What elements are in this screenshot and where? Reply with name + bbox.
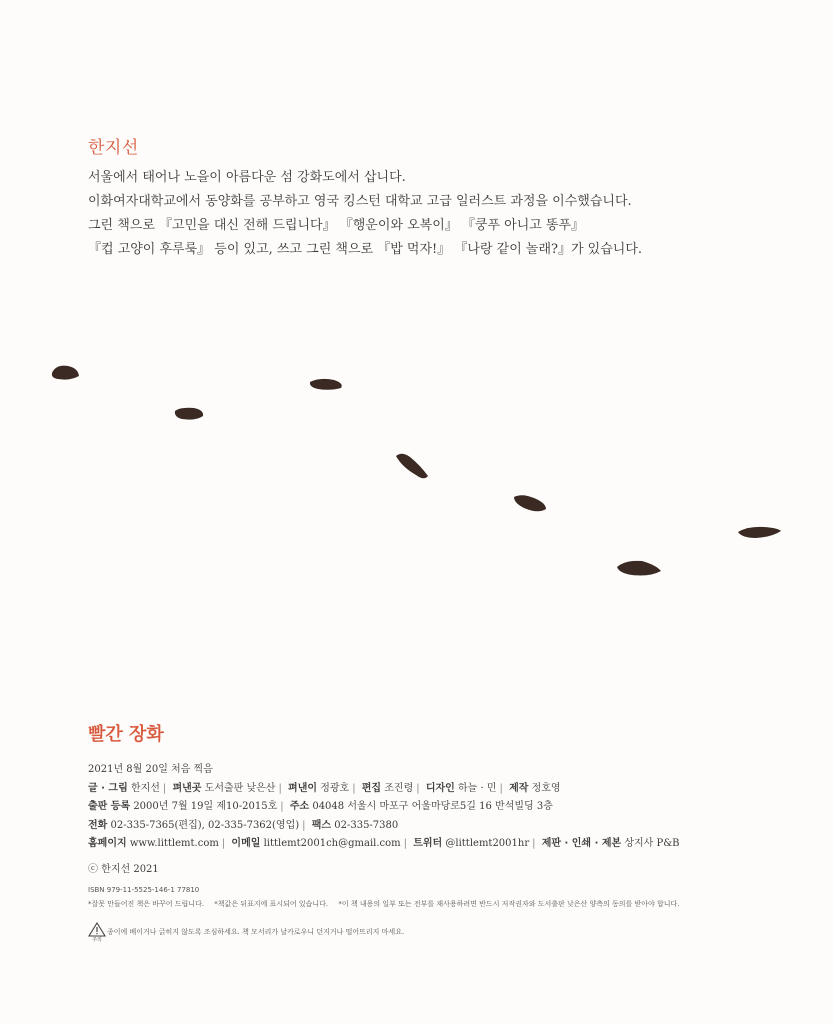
- first-print-line: 2021년 8월 20일 처음 찍음: [88, 764, 213, 775]
- footprint-mark: [617, 561, 661, 576]
- registration-line: 출판 등록 2000년 7월 19일 제10-2015호 | 주소 04048 서울시 마포구 어울마당로5길 16 반석빌딩 3층: [88, 801, 553, 812]
- bio-line: 서울에서 태어나 노을이 아름다운 섬 강화도에서 삽니다.: [88, 170, 406, 185]
- email-link[interactable]: littlemt2001ch@gmail.com: [263, 838, 401, 849]
- bio-line: 그린 책으로 『고민을 대신 전해 드립니다』 『행운이와 오복이』 『쿵푸 아니고 똥푸』: [88, 218, 585, 233]
- author-name: 한지선: [88, 138, 139, 158]
- footprint-mark: [310, 379, 342, 390]
- copyright: ⓒ 한지선 2021: [88, 864, 159, 875]
- isbn: ISBN 979-11-5525-146-1 77810: [88, 886, 200, 894]
- bio-line: 『컵 고양이 후루룩』 등이 있고, 쓰고 그린 책으로 『밥 먹자!』 『나랑 같이 놀래?』가 있습니다.: [88, 242, 643, 257]
- footprint-mark: [514, 495, 546, 511]
- footprint-mark: [396, 454, 428, 479]
- note: *잘못 만들어진 책은 바꾸어 드립니다.: [88, 900, 205, 908]
- note: *책값은 뒤표지에 표시되어 있습니다.: [214, 900, 329, 908]
- warning-text: 종이에 베이거나 긁히지 않도록 조심하세요. 책 모서리가 날카로우니 던지거나 떨어뜨리지 마세요.: [107, 928, 405, 936]
- credits-line: 글 · 그림 한지선 | 펴낸곳 도서출판 낮은산 | 펴낸이 정광호 | 편집 조진령 | 디자인 하늘 · 민 | 제작 정호영: [88, 782, 561, 794]
- footprint-mark: [738, 527, 781, 538]
- homepage-link[interactable]: www.littlemt.com: [129, 838, 219, 849]
- twitter-link[interactable]: @littlemt2001hr: [445, 838, 530, 849]
- book-title: 빨간 장화: [88, 724, 164, 745]
- contact-line: 전화 02-335-7365(편집), 02-335-7362(영업) | 팩스 02-335-7380: [88, 819, 399, 831]
- colophon: [88, 761, 680, 854]
- footprint-mark: [52, 366, 79, 380]
- warning-label: 주의: [92, 937, 102, 943]
- notes: [88, 899, 688, 909]
- note: *이 책 내용의 일부 또는 전부를 재사용하려면 반드시 저작권자와 도서출판 낮은산 양측의 동의를 받아야 합니다.: [338, 900, 680, 908]
- bio-line: 이화여자대학교에서 동양화를 공부하고 영국 킹스턴 대학교 고급 일러스트 과정을 이수했습니다.: [88, 194, 632, 209]
- web-line: 홈페이지 www.littlemt.com | 이메일 littlemt2001ch@gmail.com | 트위터 @littlemt2001hr | 제판 · 인쇄 · 제본 상지사 P&B: [88, 838, 680, 849]
- footprint-mark: [175, 408, 203, 420]
